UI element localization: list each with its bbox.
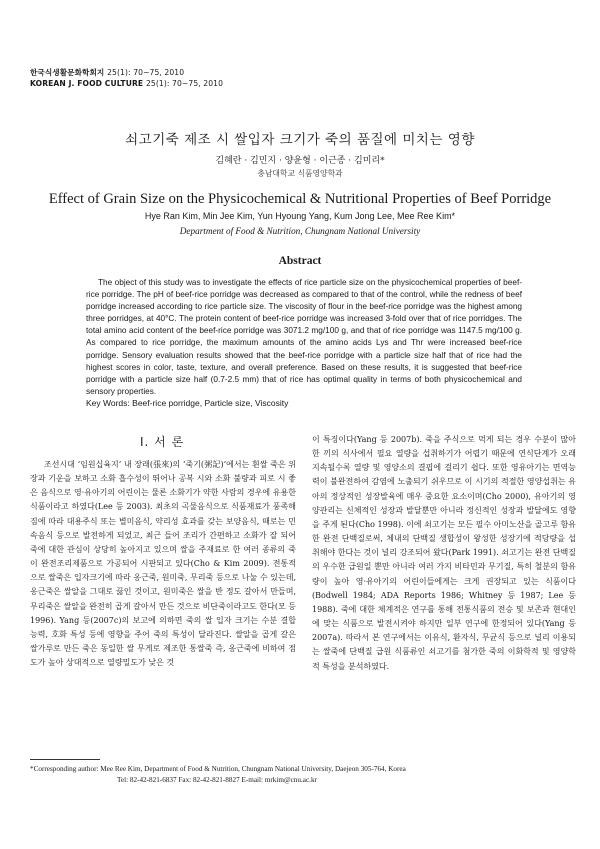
journal-volume-ko: 25(1): 70~75, 2010	[107, 68, 185, 77]
journal-name-en: KOREAN J. FOOD CULTURE	[30, 79, 144, 88]
department-english: Department of Food & Nutrition, Chungnam National University	[179, 226, 421, 236]
authors-english: Hye Ran Kim, Min Jee Kim, Yun Hyoung Yang, Kum Jong Lee, Mee Ree Kim*	[144, 211, 456, 221]
journal-volume-en: 25(1): 70~75, 2010	[145, 79, 224, 88]
section-heading-introduction: Ⅰ. 서 론	[140, 435, 185, 449]
journal-header-ko	[30, 67, 184, 78]
title-korean: 쇠고기죽 제조 시 쌀입자 크기가 죽의 품질에 미치는 영향	[125, 132, 475, 148]
footnote-contact: Tel: 82-42-821-6837 Fax: 82-42-821-8827 E-mail: mrkim@cnu.ac.kr	[117, 776, 317, 784]
journal-header-en	[30, 79, 223, 88]
body-text-right-column: 이 특징이다(Yang 등 2007b). 죽을 주식으로 먹게 되는 경우 수분이 많아 한 끼의 식사에서 필요 열량을 섭취하기가 어렵기 때문에 연식단계가 오래 지속될수록 열량 및 영양소의 결핍에 걸리기 쉽다. 또한 영유아기는 면역능력이 불완전하여 감염에 노출되기 쉬우므로 이 시기의 적절한 영양섭취는 유아의 정상적인 성장발육에 매우 중요한 요소이며(Cho 2000), 유아기의 영양관리는 신체적인 성장과 발달뿐만 아니라 정신적인 성장과 발달에도 영향을 주게 된다(Cho 1998). 이에 쇠고기는 모든 필수 아미노산을 골고루 함유한 완전 단백질로써, 체내의 단백질 생합성이 왕성한 성장기에 적당량을 섭취해야 한다는 것이 널리 강조되어 왔다(Park 1991). 쇠고기는 완전 단백질의 우수한 급원일 뿐만 아니라 여러 가지 비타민과 무기질, 특히 철분의 함유량이 높아 영·유아기의 어린이들에게는 크게 권장되고 있는 식품이다(Bodwell 1984; ADA Reports 1986; Whitney 등 1987; Lee 등 1988). 죽에 대한 체계적은 연구를 통해 전통식품의 전승 및 보존과 현대인에 맞는 식품으로 발전시켜야 하지만 일부 연구에 한정되어 있다(Yang 등 2007a). 따라서 본 연구에서는 이유식, 환자식, 무균식 등으로 널리 이용되는 쌀죽에 단백질 급원 식품류인 쇠고기를 첨가한 죽의 이화학적 및 영양학적 특성을 분석하였다.	[312, 435, 576, 671]
authors-korean: 김혜란 · 김민지 · 양윤형 · 이근종 · 김미리*	[215, 156, 385, 166]
affiliation-korean: 충남대학교 식품영양학과	[257, 169, 343, 178]
abstract-heading: Abstract	[278, 255, 322, 267]
keywords-label: Key Words:	[86, 398, 130, 408]
keywords	[86, 398, 288, 408]
abstract-text: The object of this study was to investigate the effects of rice particle size on the physicochemical properties of beef-rice porridge. The pH of beef-rice porridge was decreased as compared to that of the control, while the redness of beef porridge increased according to rice particle size. The viscosity of flour in the beef-rice porridge was the highest among three porridges, at 40°C. The protein content of beef-rice porridge was increased 3-fold over that of rice porridges. The total amino acid content of the beef-rice porridge was 3071.2 mg/100 g, and that of rice porridge was 1147.5 mg/100 g. As compared to rice porridge, the maximum amounts of the amino acids Lys and Thr were increased beef-rice porridge. Sensory evaluation results showed that the beef-rice porridge with a particle size half that of rice had the highest scores in color, taste, texture, and overall preference. Based on these results, it is suggested that beef-rice porridge with a particle size half (0.7-2.5 mm) that of rice has optimal quality in terms of both physicochemical and sensory properties.	[86, 278, 522, 396]
body-text-left-column: 조선시대 ‘임원십육지’ 내 장래(張來)의 ‘죽기(粥記)’에서는 흰쌀 죽은 위장과 기운을 보하고 소화 흡수성이 뛰어나 공복 시와 소화 불량과 피로 시 좋은 음식으로 영·유아기의 어린이는 물론 소화기가 약한 사람의 경우에 유용한 식품이라고 하였다(Lee 등 2003). 최초의 곡물음식으로 식품재료가 풍족해짐에 따라 대용주식 또는 별미음식, 약리성 효과를 갖는 보양음식, 때로는 민속음식 등으로 발전하게 되었고, 최근 들어 조리가 간편하고 소화가 잘 되어 죽에 대한 관심이 상당히 높아지고 있으며 쌀을 주재료로 한 여러 종류의 죽이 완전조리제품으로 가공되어 시판되고 있다(Cho & Kim 2009). 전통적으로 쌀죽은 입자크기에 따라 옹근죽, 원미죽, 무리죽 등으로 나눌 수 있는데, 옹근죽은 쌀알을 그대로 끓인 것이고, 원미죽은 쌀을 반 정도 갈아서 만들며, 무리죽은 쌀알을 완전히 곱게 갈아서 만든 것으로 비단죽이라고도 한다(모 등 1996). Yang 등(2007c)의 보고에 의하면 죽의 쌀 입자 크기는 수분 결합 능력, 호화 특성 등에 영향을 주어 죽의 특성이 달라진다. 쌀알을 곱게 갈은 쌀가루로 만든 죽은 동일한 쌀 무게로 제조한 통쌀죽 즉, 옹근죽에 비하여 점도가 높아 상대적으로 열량밀도가 낮은 것	[30, 460, 296, 668]
title-english: Effect of Grain Size on the Physicochemical & Nutritional Properties of Beef Porridge	[48, 191, 552, 207]
footnote-corresponding-author: *Corresponding author: Mee Ree Kim, Department of Food & Nutrition, Chungnam National University, Daejeon 305-764, Korea	[30, 765, 406, 773]
footnote-divider	[30, 759, 100, 760]
keywords-list: Beef-rice porridge, Particle size, Viscosity	[132, 398, 289, 408]
journal-name-ko: 한국식생활문화학회지	[30, 68, 105, 77]
